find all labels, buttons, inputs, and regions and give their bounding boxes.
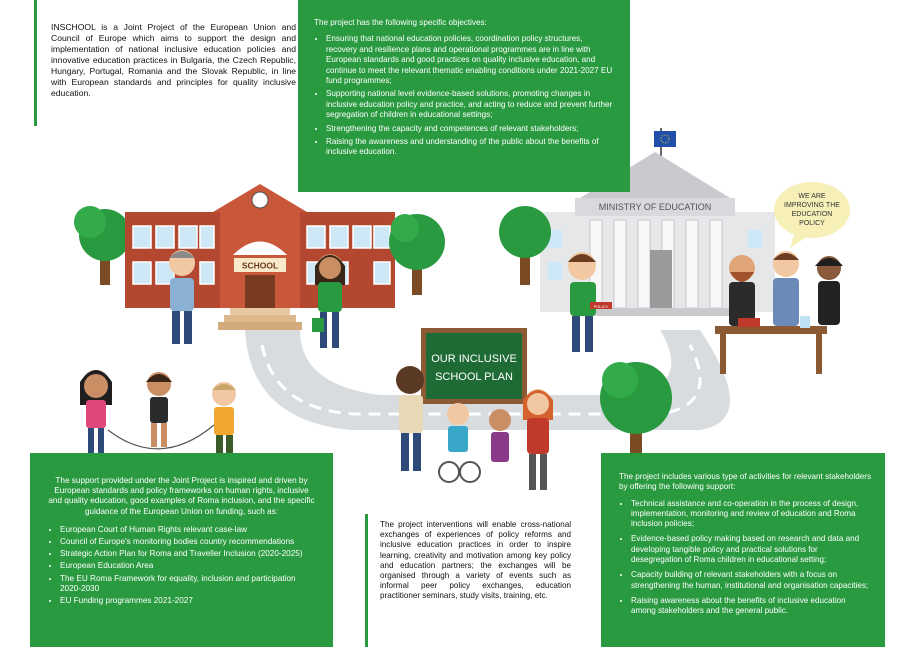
objective-item: • Strengthening the capacity and competences of relevant stakeholders;: [326, 124, 614, 134]
board-line-1: OUR INCLUSIVE: [431, 353, 517, 365]
speech-bubble-line-3: EDUCATION: [791, 211, 833, 218]
support-item: • European Education Area: [60, 561, 315, 571]
interventions-panel: [365, 514, 571, 647]
activity-item: • Raising awareness about the benefits of inclusive education among stakeholders and the general public.: [631, 596, 871, 617]
paper-label: POLICY: [593, 304, 609, 309]
support-item: • The EU Roma Framework for equality, inclusion and participation 2020-2030: [60, 574, 315, 594]
support-item: • Council of Europe's monitoring bodies country recommendations: [60, 537, 315, 547]
speech-bubble-line-2: IMPROVING THE: [784, 202, 840, 209]
chalkboard: [421, 328, 527, 404]
activity-item: • Capacity building of relevant stakeholders with a focus on strengthening the human, institutional and organisation capacities;: [631, 570, 871, 591]
support-panel: [30, 453, 333, 647]
support-item: • Strategic Action Plan for Roma and Traveller Inclusion (2020-2025): [60, 549, 315, 559]
intro-panel: [34, 0, 296, 126]
activity-item: • Technical assistance and co-operation in the process of design, implementation, monitoring and review of education and Roma inclusion policies;: [631, 499, 871, 530]
speech-bubble: [774, 182, 850, 248]
support-list: [48, 525, 315, 606]
objectives-panel: [298, 0, 630, 192]
objectives-list: [314, 34, 614, 157]
objective-item: • Supporting national level evidence-based solutions, promoting changes in inclusive education policy and practice, and acting to reduce and prevent further segregation of children in educational settings;: [326, 89, 614, 120]
board-line-2: SCHOOL PLAN: [435, 371, 513, 383]
support-item: • EU Funding programmes 2021-2027: [60, 596, 315, 606]
activities-panel: [601, 453, 885, 647]
objectives-heading: The project has the following specific objectives:: [314, 18, 487, 27]
objective-item: • Ensuring that national education policies, coordination policy structures, recovery and resilience plans and operational programmes are in line with European standards and good practices on quality inclusive education, and continue to meet the relevant thematic enabling conditions under 2021-2027 EU fund programmes;: [326, 34, 614, 86]
officials: [715, 251, 843, 374]
speech-bubble-line-4: POLICY: [799, 220, 825, 227]
kids-jump-rope: [80, 370, 236, 465]
intro-text: INSCHOOL is a Joint Project of the European Union and Council of Europe which aims to support the design and implementation of national inclusive education policies and innovative education practices in Bulgaria, the Czech Republic, Hungary, Portugal, Romania and the Slovak Republic, in line with European standards and principles for quality inclusive education.: [51, 22, 296, 98]
support-item: • European Court of Human Rights relevant case-law: [60, 525, 315, 535]
speech-bubble-line-1: WE ARE: [798, 193, 826, 200]
ministry-sign: MINISTRY OF EDUCATION: [598, 202, 712, 212]
activities-list: [619, 499, 871, 617]
activities-intro: The project includes various type of activities for relevant stakeholders by offering the following support:: [619, 472, 871, 492]
tree-right-lower: [600, 362, 672, 460]
school-building: [125, 184, 395, 330]
support-intro: The support provided under the Joint Project is inspired and driven by European standards and policy frameworks on human rights, inclusive and quality education, good examples of Roma inclusion, and the specific guidance of the European Union on funding, such as:: [48, 476, 315, 516]
activity-item: • Evidence-based policy making based on research and data and developing tangible policy and practical solutions for desegregation of Roma children in educational setting;: [631, 534, 871, 565]
tree-left: [74, 206, 131, 285]
interventions-text: The project interventions will enable cross-national exchanges of experiences of policy reforms and inclusive education practices in order to inspire learning, creativity and motivation among key policy and education partners; the exchanges will be organised through a variety of events such as informal peer policy exchanges, education practitioner seminars, study visits, training, etc.: [380, 520, 571, 601]
school-sign: SCHOOL: [241, 260, 279, 271]
teacher-man: [169, 250, 195, 344]
objective-item: • Raising the awareness and understanding of the public about the benefits of inclusive education.: [326, 137, 614, 158]
eu-flag: [654, 131, 676, 147]
tree-school-right: [389, 214, 445, 295]
